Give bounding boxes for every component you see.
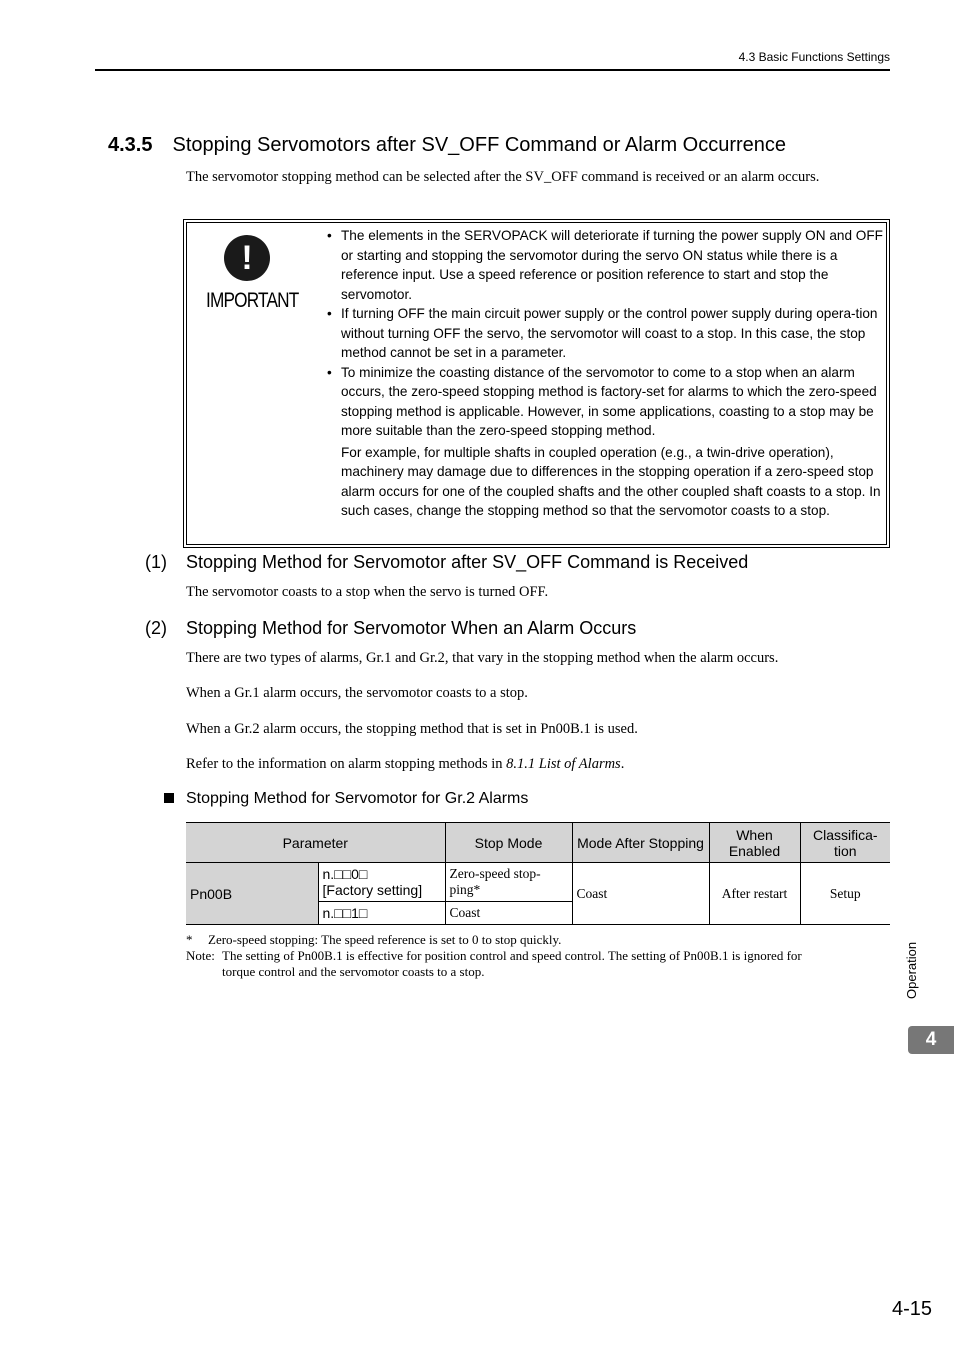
header-mode-after-stopping: Mode After Stopping (572, 823, 709, 863)
exclamation-icon: ! (224, 235, 270, 281)
classification-cell: Setup (800, 863, 890, 925)
header-classification: Classifica-tion (800, 823, 890, 863)
subsection-2-title (145, 618, 636, 639)
page-number: 4-15 (891, 1298, 932, 1320)
bullet-dot: • (327, 306, 332, 321)
section-title-text: Stopping Servomotors after SV_OFF Command or Alarm Occurrence (172, 134, 787, 156)
important-list (327, 226, 883, 521)
when-enabled-cell: After restart (709, 863, 800, 925)
important-box (183, 219, 890, 548)
subsection-2-paragraph-3: When a Gr.2 alarm occurs, the stopping method that is set in Pn00B.1 is used. (186, 721, 638, 737)
mode-after-cell: Coast (572, 863, 709, 925)
param-name-cell: Pn00B (186, 863, 318, 925)
header-stop-mode: Stop Mode (445, 823, 572, 863)
note-line-1: The setting of Pn00B.1 is effective for position control and speed control. The setting of Pn00B.1 is ignored for (222, 948, 802, 963)
important-label: IMPORTANT (206, 289, 299, 312)
bullet-text: The elements in the SERVOPACK will deteriorate if turning the power supply ON and OFF or starting and stopping the servomotor during the servo ON status while there is a reference input. Use a speed reference or position reference to start and stop the servomotor. (341, 228, 883, 302)
header-parameter: Parameter (186, 823, 445, 863)
table-heading: Stopping Method for Servomotor for Gr.2 Alarms (186, 790, 529, 807)
square-bullet-icon (164, 793, 174, 803)
stop-mode-cell: Zero-speed stop-ping* (445, 863, 572, 902)
section-number: 4.3.5 (108, 134, 153, 156)
setting-value: n.□□0□ (322, 866, 368, 882)
chapter-tab: 4 (908, 1026, 954, 1054)
footnote-asterisk: * Zero-speed stopping: The speed reference is set to 0 to stop quickly. (186, 932, 562, 947)
subsection-2-paragraph-2: When a Gr.1 alarm occurs, the servomotor coasts to a stop. (186, 685, 528, 701)
subsection-2-title-text: Stopping Method for Servomotor When an Alarm Occurs (186, 618, 637, 638)
important-icon (197, 233, 297, 323)
subsection-2-number: (2) (145, 618, 167, 638)
header-when-enabled: When Enabled (709, 823, 800, 863)
subsection-2-paragraph-1: There are two types of alarms, Gr.1 and Gr.2, that vary in the stopping method when the alarm occurs. (186, 650, 779, 666)
important-continuation: For example, for multiple shafts in coupled operation (e.g., a twin-drive operation), machinery may damage due to differences in the stopping operation if a zero-speed stop alarm occurs for one of the coupled shafts and the other coupled shaft coasts to a stop. In such cases, change the stopping method so that the servomotor coasts to a stop. (341, 444, 881, 518)
note-label: Note: (186, 948, 215, 963)
setting-cell: n.□□1□ (318, 902, 445, 925)
section-title (108, 134, 786, 157)
important-bullet-2 (327, 304, 883, 363)
parameter-table (186, 822, 890, 925)
cross-reference-link[interactable]: 8.1.1 List of Alarms (506, 756, 621, 772)
important-bullet-1 (327, 226, 883, 304)
setting-note: [Factory setting] (322, 882, 423, 898)
subsection-1-number: (1) (145, 552, 167, 572)
bullet-text: If turning OFF the main circuit power supply or the control power supply during opera-tion without turning OFF the servo, the servomotor will coast to a stop. In this case, the stop method cannot be set in a parameter. (341, 306, 878, 360)
header-rule (95, 69, 890, 71)
side-chapter-label: Operation (904, 941, 919, 999)
subsection-1-text: The servomotor coasts to a stop when the servo is turned OFF. (186, 584, 549, 600)
bullet-text: To minimize the coasting distance of the servomotor to come to a stop when an alarm occurs, the zero-speed stopping method is factory-set for alarms to which the zero-speed stopping method is applicable. However, in some applications, coasting to a stop may be more suitable than the zero-speed stopping method. (341, 364, 877, 438)
subsection-1-title (145, 552, 748, 573)
note-block (186, 948, 802, 980)
stop-mode-cell: Coast (445, 902, 572, 925)
bullet-dot: • (327, 364, 332, 380)
subsection-2-paragraph-4: Refer to the information on alarm stopping methods in 8.1.1 List of Alarms. (186, 756, 625, 772)
important-inner-frame (186, 222, 887, 545)
bullet-dot: • (327, 228, 332, 243)
section-intro: The servomotor stopping method can be selected after the SV_OFF command is received or an alarm occurs. (186, 169, 820, 185)
note-line-2: torque control and the servomotor coasts to a stop. (222, 964, 485, 979)
subsection-1-title-text: Stopping Method for Servomotor after SV_OFF Command is Received (186, 552, 749, 572)
setting-cell (318, 863, 445, 902)
running-head: 4.3 Basic Functions Settings (738, 50, 890, 64)
important-bullet-3 (327, 363, 883, 441)
